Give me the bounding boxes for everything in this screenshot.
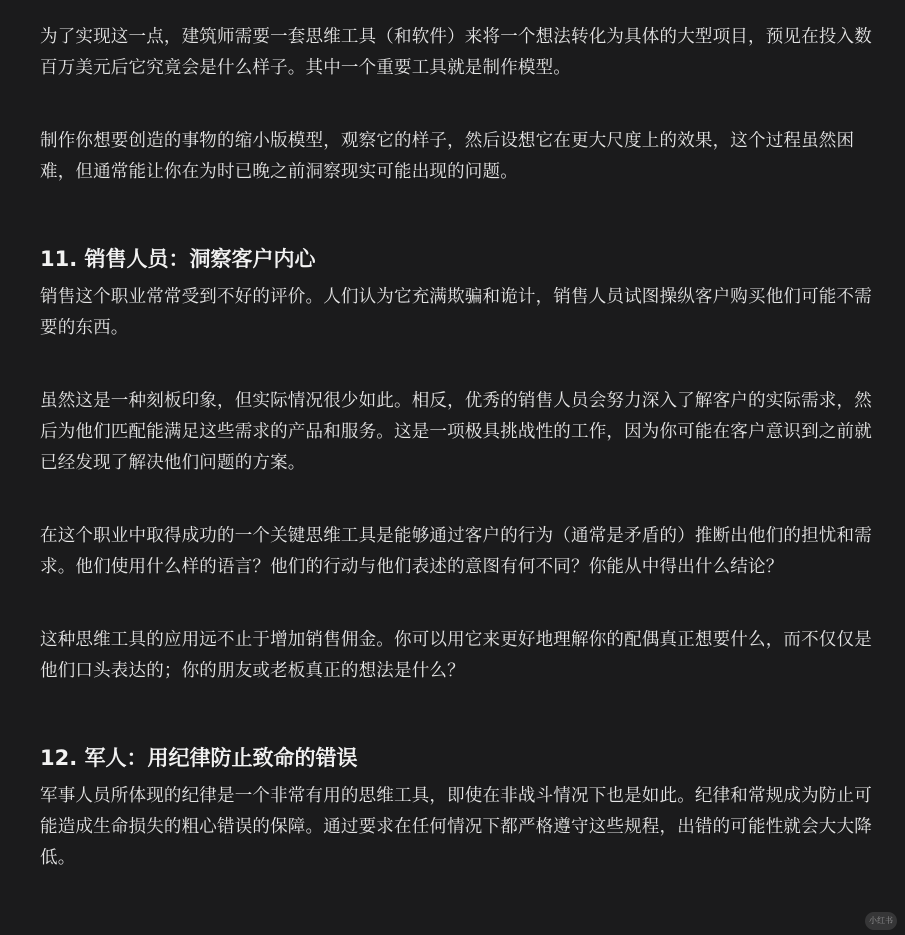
- section-heading-12: 12. 军人：用纪律防止致命的错误: [40, 746, 358, 770]
- paragraph-sales-reputation: 销售这个职业常常受到不好的评价。人们认为它充满欺骗和诡计，销售人员试图操纵客户购买他们可能不需要的东西。: [40, 287, 872, 338]
- paragraph-military-discipline: 军事人员所体现的纪律是一个非常有用的思维工具，即使在非战斗情况下也是如此。纪律和常规成为防止可能造成生命损失的粗心错误的保障。通过要求在任何情况下都严格遵守这些规程，出错的可能性就会大大降低。: [40, 786, 872, 868]
- paragraph-modeling: 制作你想要创造的事物的缩小版模型，观察它的样子，然后设想它在更大尺度上的效果，这个过程虽然困难，但通常能让你在为时已晚之前洞察现实可能出现的问题。: [40, 131, 855, 182]
- article-body: [40, 22, 888, 874]
- watermark-badge: 小红书: [865, 912, 897, 930]
- paragraph-sales-key-tool: 在这个职业中取得成功的一个关键思维工具是能够通过客户的行为（通常是矛盾的）推断出他们的担忧和需求。他们使用什么样的语言？他们的行动与他们表述的意图有何不同？你能从中得出什么结论？: [40, 526, 872, 577]
- paragraph-architect-tools: 为了实现这一点，建筑师需要一套思维工具（和软件）来将一个想法转化为具体的大型项目，预见在投入数百万美元后它究竟会是什么样子。其中一个重要工具就是制作模型。: [40, 27, 872, 78]
- section-heading-11: 11. 销售人员：洞察客户内心: [40, 247, 316, 271]
- paragraph-sales-application: 这种思维工具的应用远不止于增加销售佣金。你可以用它来更好地理解你的配偶真正想要什么，而不仅仅是他们口头表达的；你的朋友或老板真正的想法是什么？: [40, 630, 872, 681]
- paragraph-sales-reality: 虽然这是一种刻板印象，但实际情况很少如此。相反，优秀的销售人员会努力深入了解客户的实际需求，然后为他们匹配能满足这些需求的产品和服务。这是一项极具挑战性的工作，因为你可能在客户意识到之前就已经发现了解决他们问题的方案。: [40, 391, 872, 473]
